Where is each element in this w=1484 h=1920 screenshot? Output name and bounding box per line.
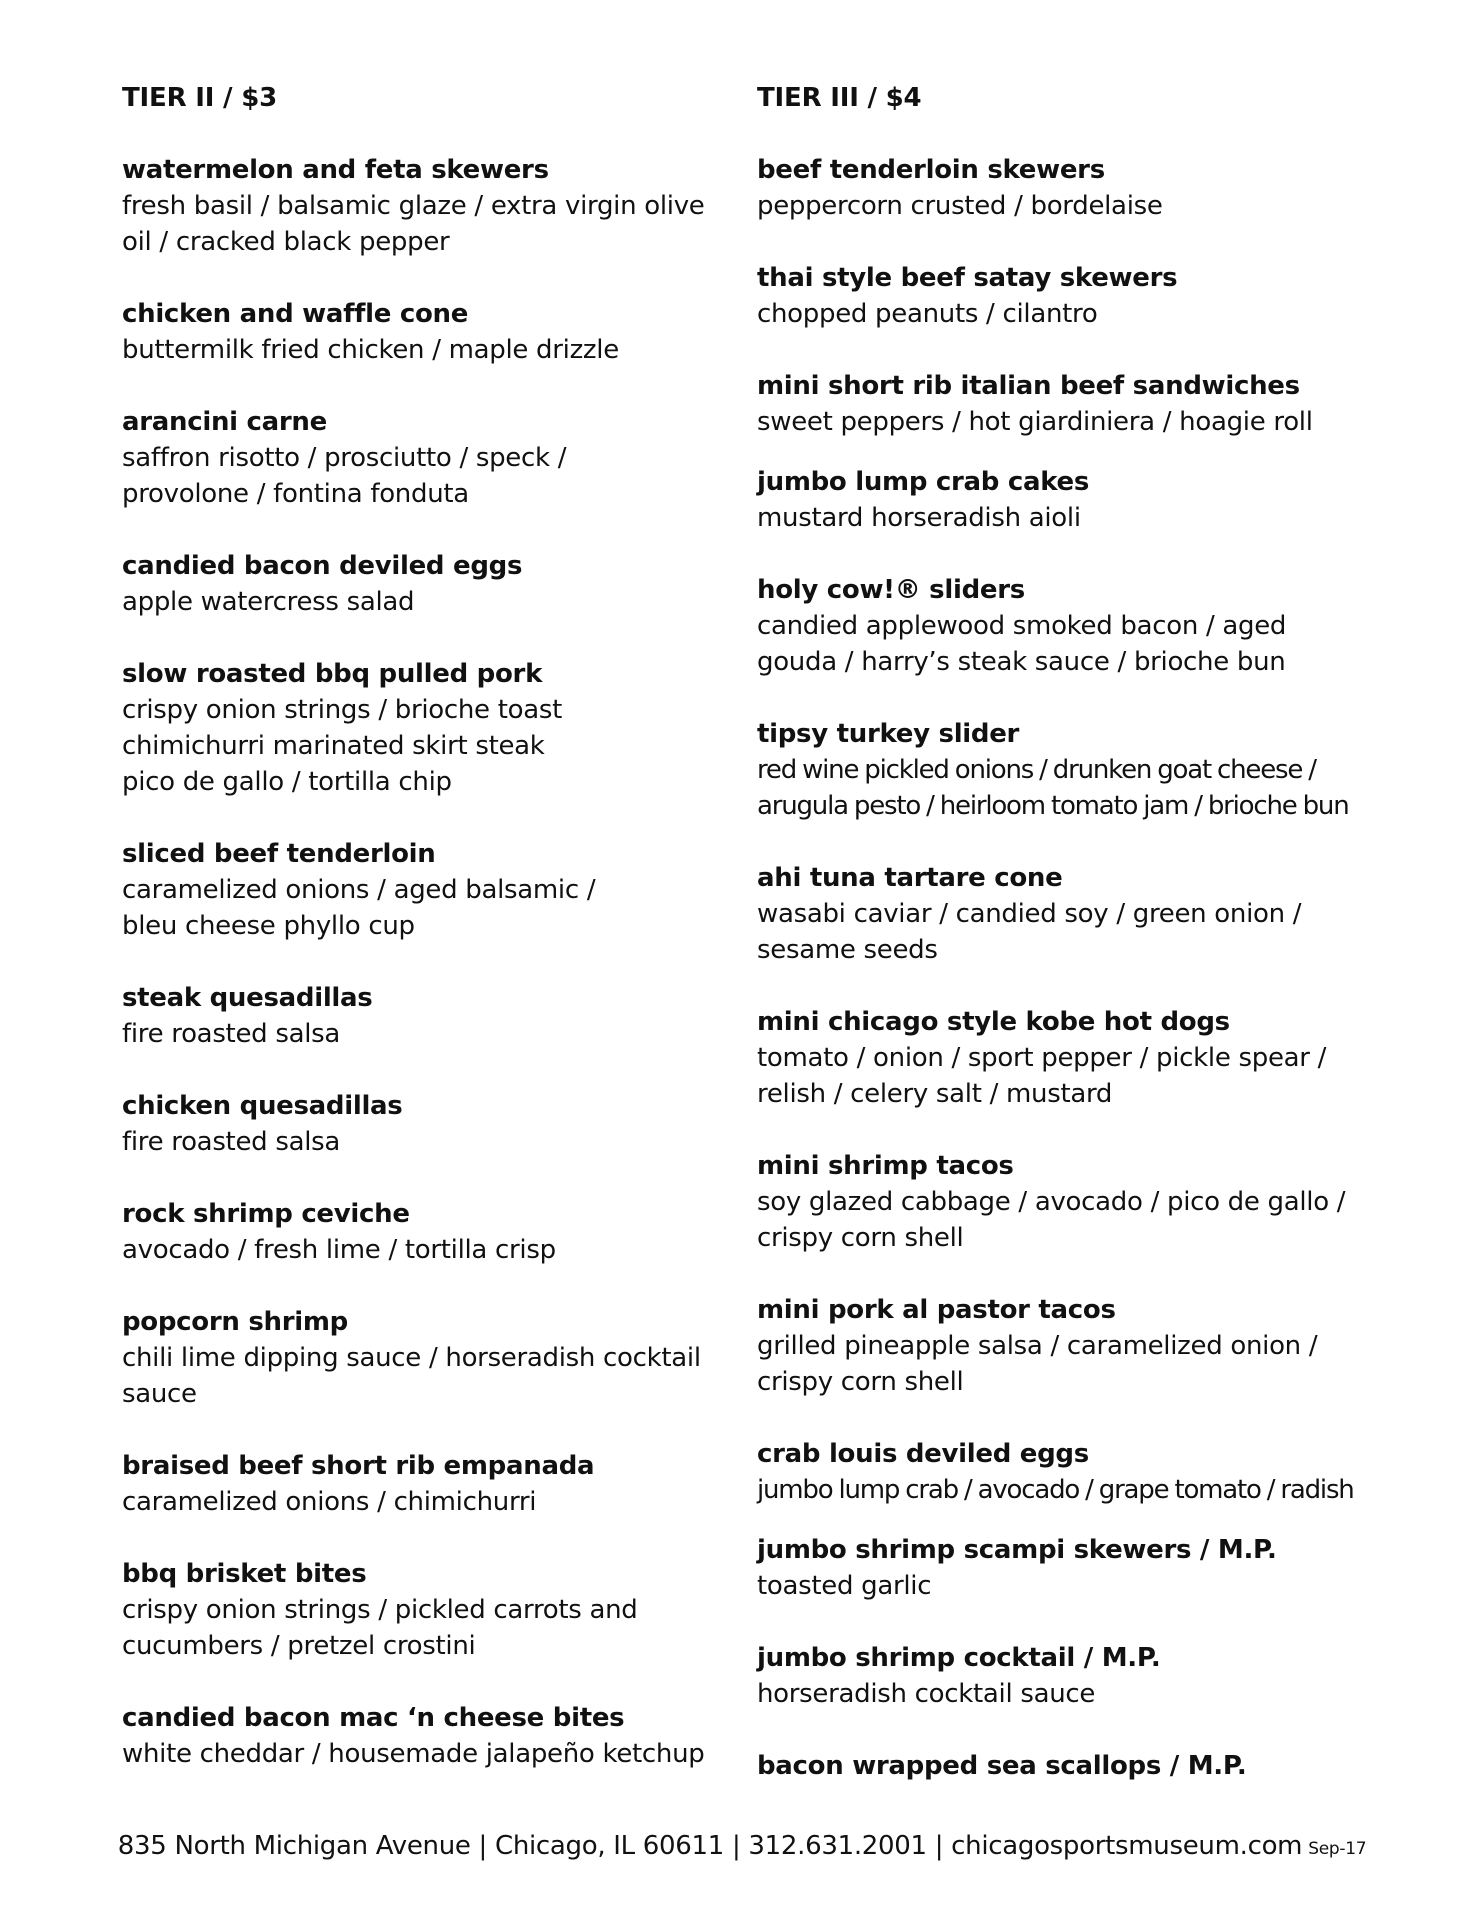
menu-item	[757, 368, 1397, 440]
item-name: ahi tuna tartare cone	[757, 863, 1063, 893]
item-name: arancini carne	[122, 407, 327, 437]
menu-item	[757, 1748, 1397, 1784]
item-name: candied bacon deviled eggs	[122, 551, 523, 581]
item-name: bacon wrapped sea scallops / M.P.	[757, 1751, 1247, 1781]
menu-item	[122, 836, 732, 944]
menu-item	[757, 1436, 1397, 1508]
tier-iii-column	[757, 80, 1397, 1820]
item-name: rock shrimp ceviche	[122, 1199, 410, 1229]
footer-date: Sep-17	[1308, 1839, 1367, 1859]
menu-item	[757, 1148, 1397, 1256]
item-name: sliced beef tenderloin	[122, 839, 436, 869]
item-description: tomato / onion / sport pepper / pickle spear / relish / celery salt / mustard	[757, 1043, 1327, 1109]
item-description: caramelized onions / chimichurri	[122, 1487, 537, 1517]
item-description: fire roasted salsa	[122, 1127, 340, 1157]
item-description: mustard horseradish aioli	[757, 503, 1081, 533]
menu-item	[122, 404, 732, 512]
menu-item	[757, 260, 1397, 332]
item-name: jumbo shrimp cocktail / M.P.	[757, 1643, 1161, 1673]
menu-item	[757, 1532, 1397, 1604]
item-description: crispy onion strings / pickled carrots and cucumbers / pretzel crostini	[122, 1595, 638, 1661]
item-description: wasabi caviar / candied soy / green onion / sesame seeds	[757, 899, 1302, 965]
item-name: mini pork al pastor tacos	[757, 1295, 1116, 1325]
item-description: red wine pickled onions / drunken goat cheese / arugula pesto / heirloom tomato jam / brioche bun	[757, 755, 1349, 821]
tier-ii-heading: TIER II / $3	[122, 83, 277, 113]
item-name: beef tenderloin skewers	[757, 155, 1105, 185]
item-description: caramelized onions / aged balsamic / bleu cheese phyllo cup	[122, 875, 596, 941]
item-description: crispy onion strings / brioche toast chimichurri marinated skirt steak pico de gallo / tortilla chip	[122, 695, 562, 797]
menu-item	[757, 464, 1397, 536]
item-name: chicken and waffle cone	[122, 299, 469, 329]
item-name: jumbo lump crab cakes	[757, 467, 1090, 497]
menu-item	[757, 860, 1397, 968]
item-name: holy cow!® sliders	[757, 575, 1025, 605]
menu-item	[122, 296, 732, 368]
item-name: slow roasted bbq pulled pork	[122, 659, 543, 689]
menu-item	[757, 716, 1397, 824]
menu-item	[122, 980, 732, 1052]
menu-item	[122, 656, 732, 800]
menu-item	[757, 572, 1397, 680]
menu-item	[757, 1640, 1397, 1712]
item-description: chili lime dipping sauce / horseradish cocktail sauce	[122, 1343, 701, 1409]
tier-iii-heading: TIER III / $4	[757, 83, 922, 113]
item-description: grilled pineapple salsa / caramelized onion / crispy corn shell	[757, 1331, 1318, 1397]
item-name: jumbo shrimp scampi skewers / M.P.	[757, 1535, 1277, 1565]
item-name: thai style beef satay skewers	[757, 263, 1178, 293]
item-name: mini chicago style kobe hot dogs	[757, 1007, 1230, 1037]
item-name: braised beef short rib empanada	[122, 1451, 595, 1481]
item-description: candied applewood smoked bacon / aged gouda / harry’s steak sauce / brioche bun	[757, 611, 1287, 677]
item-description: jumbo lump crab / avocado / grape tomato / radish	[757, 1475, 1354, 1505]
item-name: mini shrimp tacos	[757, 1151, 1014, 1181]
item-name: tipsy turkey slider	[757, 719, 1020, 749]
menu-item	[122, 1196, 732, 1268]
item-name: chicken quesadillas	[122, 1091, 403, 1121]
menu-item	[757, 1004, 1397, 1112]
menu-item	[122, 1088, 732, 1160]
item-name: candied bacon mac ‘n cheese bites	[122, 1703, 625, 1733]
item-description: sweet peppers / hot giardiniera / hoagie roll	[757, 407, 1313, 437]
menu-item	[122, 1700, 732, 1772]
footer-address: 835 North Michigan Avenue | Chicago, IL 60611 | 312.631.2001 | chicagosportsmuseum.com	[117, 1831, 1303, 1861]
menu-item	[122, 152, 732, 260]
item-description: chopped peanuts / cilantro	[757, 299, 1098, 329]
item-description: white cheddar / housemade jalapeño ketchup	[122, 1739, 705, 1769]
menu-item	[122, 1304, 732, 1412]
footer	[0, 1828, 1484, 1867]
item-name: bbq brisket bites	[122, 1559, 367, 1589]
item-description: fresh basil / balsamic glaze / extra virgin olive oil / cracked black pepper	[122, 191, 705, 257]
item-description: buttermilk fried chicken / maple drizzle	[122, 335, 619, 365]
item-description: peppercorn crusted / bordelaise	[757, 191, 1163, 221]
item-name: popcorn shrimp	[122, 1307, 348, 1337]
item-description: saffron risotto / prosciutto / speck / provolone / fontina fonduta	[122, 443, 567, 509]
menu-item	[122, 1448, 732, 1520]
item-description: toasted garlic	[757, 1571, 932, 1601]
tier-ii-column	[122, 80, 732, 1808]
item-description: avocado / fresh lime / tortilla crisp	[122, 1235, 556, 1265]
item-description: apple watercress salad	[122, 587, 415, 617]
item-name: watermelon and feta skewers	[122, 155, 549, 185]
menu-item	[122, 1556, 732, 1664]
menu-item	[122, 548, 732, 620]
item-name: mini short rib italian beef sandwiches	[757, 371, 1300, 401]
item-name: crab louis deviled eggs	[757, 1439, 1089, 1469]
item-description: fire roasted salsa	[122, 1019, 340, 1049]
item-name: steak quesadillas	[122, 983, 373, 1013]
item-description: soy glazed cabbage / avocado / pico de gallo / crispy corn shell	[757, 1187, 1346, 1253]
menu-item	[757, 152, 1397, 224]
item-description: horseradish cocktail sauce	[757, 1679, 1096, 1709]
menu-item	[757, 1292, 1397, 1400]
